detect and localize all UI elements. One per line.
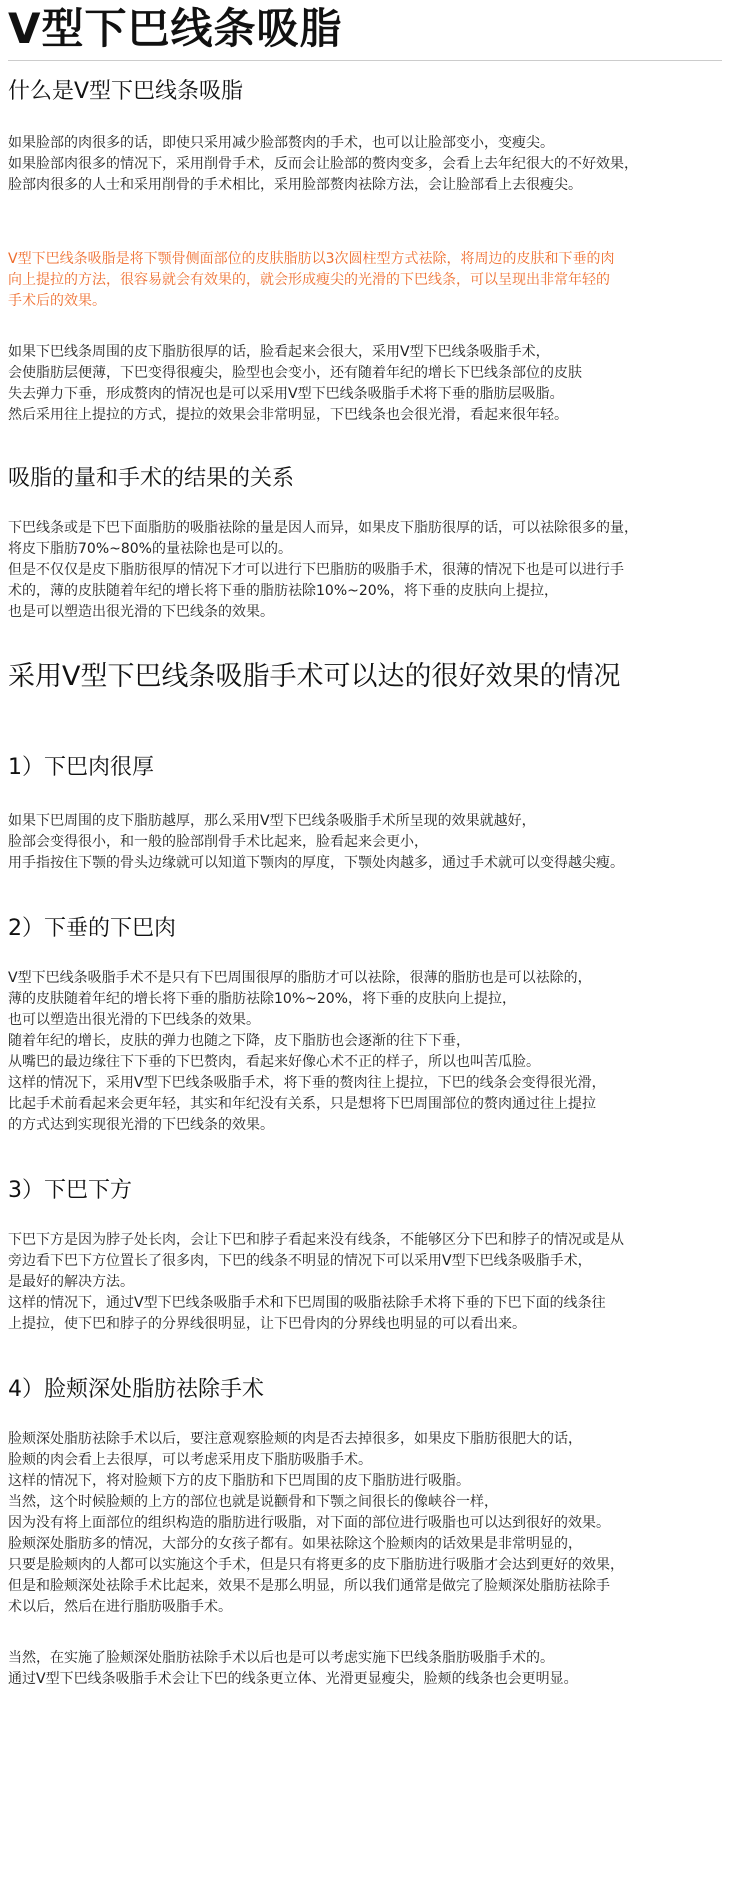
text-line: 但是和脸颊深处祛除手术比起来，效果不是那么明显，所以我们通常是做完了脸颊深处脂肪祛除手 xyxy=(8,1578,610,1594)
paragraph-case-buccal-fat xyxy=(8,1429,722,1618)
section-heading-cases: 采用V型下巴线条吸脂手术可以达的很好效果的情况 xyxy=(8,661,621,692)
text-line: 上提拉，使下巴和脖子的分界线很明显，让下巴骨肉的分界线也明显的可以看出来。 xyxy=(8,1316,526,1332)
text-line: 如果下巴线条周围的皮下脂肪很厚的话，脸看起来会很大，采用V型下巴线条吸脂手术， xyxy=(8,344,550,360)
text-line: 这样的情况下，采用V型下巴线条吸脂手术，将下垂的赘肉往上提拉，下巴的线条会变得很光滑， xyxy=(8,1075,606,1091)
paragraph-what-intro xyxy=(8,133,722,196)
section-heading-what: 什么是V型下巴线条吸脂 xyxy=(8,79,244,104)
text-line: 通过V型下巴线条吸脂手术会让下巴的线条更立体、光滑更显瘦尖，脸颊的线条也会更明显。 xyxy=(8,1671,578,1687)
section-heading-relation: 吸脂的量和手术的结果的关系 xyxy=(8,466,295,491)
text-line: 但是不仅仅是皮下脂肪很厚的情况下才可以进行下巴脂肪的吸脂手术，很薄的情况下也是可以进行手 xyxy=(8,562,624,578)
text-line: 薄的皮肤随着年纪的增长将下垂的脂肪祛除10%~20%，将下垂的皮肤向上提拉， xyxy=(8,991,516,1007)
text-line: 脸部会变得很小，和一般的脸部削骨手术比起来，脸看起来会更小， xyxy=(8,834,428,850)
text-line: 脸颊深处脂肪多的情况，大部分的女孩子都有。如果祛除这个脸颊肉的话效果是非常明显的， xyxy=(8,1536,582,1552)
text-line: 如果脸部的肉很多的话，即使只采用减少脸部赘肉的手术，也可以让脸部变小，变瘦尖。 xyxy=(8,135,554,151)
title-divider xyxy=(8,60,722,61)
text-line: 是最好的解决方法。 xyxy=(8,1274,134,1290)
text-line: 脸颊的肉会看上去很厚，可以考虑采用皮下脂肪吸脂手术。 xyxy=(8,1452,372,1468)
text-line: 如果下巴周围的皮下脂肪越厚，那么采用V型下巴线条吸脂手术所呈现的效果就越好， xyxy=(8,813,536,829)
paragraph-case-under-chin xyxy=(8,1230,722,1335)
text-line: 只要是脸颊肉的人都可以实施这个手术，但是只有将更多的皮下脂肪进行吸脂才会达到更好的效果， xyxy=(8,1557,624,1573)
text-line: 旁边看下巴下方位置长了很多肉，下巴的线条不明显的情况下可以采用V型下巴线条吸脂手术， xyxy=(8,1253,592,1269)
text-line: 将皮下脂肪70%~80%的量祛除也是可以的。 xyxy=(8,541,292,557)
text-line: 术以后，然后在进行脂肪吸脂手术。 xyxy=(8,1599,232,1615)
page-title: V型下巴线条吸脂 xyxy=(8,4,343,53)
text-line: 当然，这个时候脸颊的上方的部位也就是说颧骨和下颚之间很长的像峡谷一样， xyxy=(8,1494,498,1510)
text-line: 脸部肉很多的人士和采用削骨的手术相比，采用脸部赘肉祛除方法，会让脸部看上去很瘦尖。 xyxy=(8,177,582,193)
text-line: 下巴线条或是下巴下面脂肪的吸脂祛除的量是因人而异，如果皮下脂肪很厚的话，可以祛除很多的量， xyxy=(8,520,638,536)
paragraph-what-detail xyxy=(8,342,722,426)
text-line: 然后采用往上提拉的方式，提拉的效果会非常明显，下巴线条也会很光滑，看起来很年轻。 xyxy=(8,407,568,423)
case-heading-buccal-fat: 4）脸颊深处脂肪祛除手术 xyxy=(8,1377,264,1402)
text-line: V型下巴线条吸脂是将下颚骨侧面部位的皮肤脂肪以3次圆柱型方式祛除，将周边的皮肤和下垂的肉 xyxy=(8,251,615,267)
paragraph-what-highlight xyxy=(8,249,722,312)
text-line: 的方式达到实现很光滑的下巴线条的效果。 xyxy=(8,1117,274,1133)
text-line: 比起手术前看起来会更年轻，其实和年纪没有关系，只是想将下巴周围部位的赘肉通过往上提拉 xyxy=(8,1096,596,1112)
paragraph-relation xyxy=(8,518,722,623)
text-line: 也可以塑造出很光滑的下巴线条的效果。 xyxy=(8,1012,260,1028)
paragraph-case-thick-chin xyxy=(8,811,722,874)
text-line: 当然，在实施了脸颊深处脂肪祛除手术以后也是可以考虑实施下巴线条脂肪吸脂手术的。 xyxy=(8,1650,554,1666)
text-line: 随着年纪的增长，皮肤的弹力也随之下降，皮下脂肪也会逐渐的往下下垂， xyxy=(8,1033,470,1049)
case-heading-thick-chin: 1）下巴肉很厚 xyxy=(8,755,154,780)
text-line: 也是可以塑造出很光滑的下巴线条的效果。 xyxy=(8,604,274,620)
text-line: V型下巴线条吸脂手术不是只有下巴周围很厚的脂肪才可以祛除，很薄的脂肪也是可以祛除的， xyxy=(8,970,592,986)
text-line: 这样的情况下，将对脸颊下方的皮下脂肪和下巴周围的皮下脂肪进行吸脂。 xyxy=(8,1473,470,1489)
text-line: 会使脂肪层便薄，下巴变得很瘦尖，脸型也会变小，还有随着年纪的增长下巴线条部位的皮肤 xyxy=(8,365,582,381)
paragraph-case-sagging-chin xyxy=(8,968,722,1136)
case-heading-sagging-chin: 2）下垂的下巴肉 xyxy=(8,916,176,941)
text-line: 这样的情况下，通过V型下巴线条吸脂手术和下巴周围的吸脂祛除手术将下垂的下巴下面的线条往 xyxy=(8,1295,606,1311)
text-line: 用手指按住下颚的骨头边缘就可以知道下颚肉的厚度，下颚处肉越多，通过手术就可以变得越尖瘦。 xyxy=(8,855,624,871)
text-line: 术的，薄的皮肤随着年纪的增长将下垂的脂肪祛除10%~20%，将下垂的皮肤向上提拉， xyxy=(8,583,558,599)
text-line: 如果脸部肉很多的情况下，采用削骨手术，反而会让脸部的赘肉变多，会看上去年纪很大的不好效果， xyxy=(8,156,638,172)
paragraph-conclusion xyxy=(8,1648,722,1690)
text-line: 因为没有将上面部位的组织构造的脂肪进行吸脂，对下面的部位进行吸脂也可以达到很好的效果。 xyxy=(8,1515,610,1531)
text-line: 脸颊深处脂肪祛除手术以后，要注意观察脸颊的肉是否去掉很多，如果皮下脂肪很肥大的话， xyxy=(8,1431,582,1447)
text-line: 向上提拉的方法，很容易就会有效果的，就会形成瘦尖的光滑的下巴线条，可以呈现出非常年轻的 xyxy=(8,272,610,288)
case-heading-under-chin: 3）下巴下方 xyxy=(8,1178,132,1203)
text-line: 从嘴巴的最边缘往下下垂的下巴赘肉，看起来好像心术不正的样子，所以也叫苦瓜脸。 xyxy=(8,1054,540,1070)
text-line: 手术后的效果。 xyxy=(8,293,106,309)
text-line: 下巴下方是因为脖子处长肉，会让下巴和脖子看起来没有线条，不能够区分下巴和脖子的情况或是从 xyxy=(8,1232,624,1248)
text-line: 失去弹力下垂，形成赘肉的情况也是可以采用V型下巴线条吸脂手术将下垂的脂肪层吸脂。 xyxy=(8,386,564,402)
